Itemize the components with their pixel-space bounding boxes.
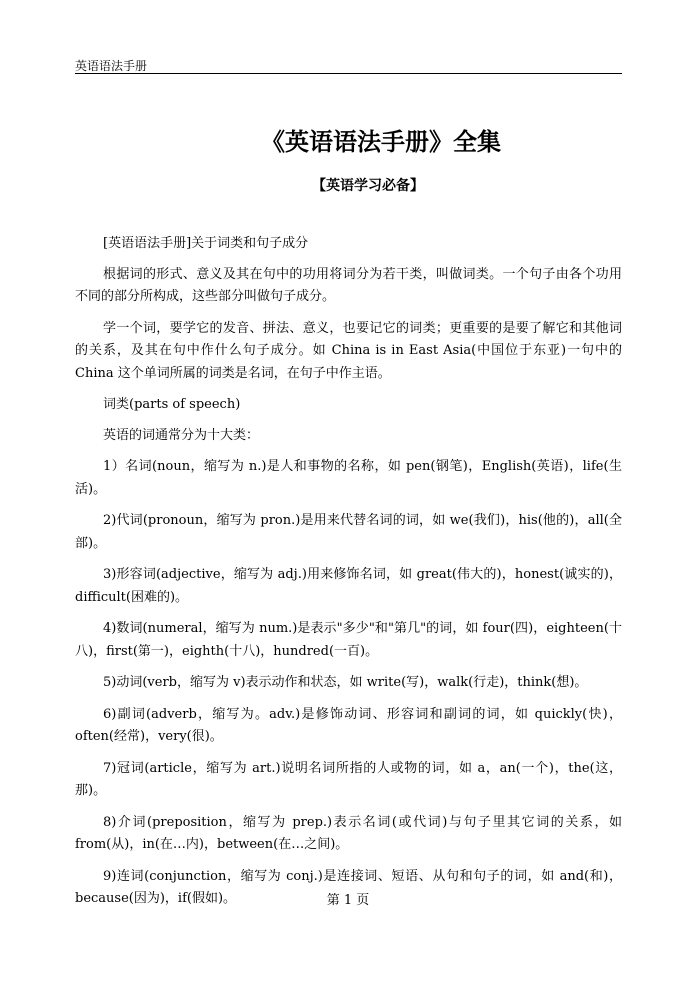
document-subtitle: 【英语学习必备】: [312, 178, 424, 194]
list-item: 9)连词(conjunction，缩写为 conj.)是连接词、短语、从句和句子的词，如 and(和)，because(因为)，if(假如)。: [75, 868, 622, 906]
list-item: 5)动词(verb，缩写为 v)表示动作和状态，如 write(写)，walk(行走)，think(想)。: [103, 675, 588, 690]
list-item: 3)形容词(adjective，缩写为 adj.)用来修饰名词，如 great(伟大的)，honest(诚实的)，difficult(困难的)。: [75, 567, 622, 605]
page-number: 第 1 页: [326, 893, 370, 908]
paragraph: 学一个词，要学它的发音、拼法、意义，也要记它的词类；更重要的是要了解它和其他词的关系，及其在句中作什么句子成分。如 China is in East Asia(中国位于东亚)一句中的 China 这个单词所属的词类是名词，在句子中作主语。: [75, 320, 622, 381]
list-item: 7)冠词(article，缩写为 art.)说明名词所指的人或物的词，如 a，an(一个)，the(这，那)。: [75, 760, 622, 798]
header-divider: [75, 73, 622, 74]
list-item: 2)代词(pronoun，缩写为 pron.)是用来代替名词的词，如 we(我们)，his(他的)，all(全部)。: [75, 513, 622, 551]
section-heading: [英语语法手册]关于词类和句子成分: [103, 236, 309, 251]
document-title: 《英语语法手册》全集: [261, 127, 501, 156]
list-item: 4)数词(numeral，缩写为 num.)是表示"多少"和"第几"的词，如 four(四)，eighteen(十八)，first(第一)，eighth(十八)，hundred(一百)。: [75, 621, 622, 659]
list-item: 1）名词(noun，缩写为 n.)是人和事物的名称，如 pen(钢笔)，English(英语)，life(生活)。: [75, 459, 622, 497]
paragraph: 英语的词通常分为十大类：: [103, 427, 260, 443]
paragraph: 根据词的形式、意义及其在句中的功用将词分为若干类，叫做词类。一个句子由各个功用不同的部分所构成，这些部分叫做句子成分。: [75, 266, 622, 304]
body-content: [75, 233, 622, 920]
list-item: 6)副词(adverb，缩写为。adv.)是修饰动词、形容词和副词的词，如 quickly(快)，often(经常)，very(很)。: [75, 706, 622, 744]
running-header: 英语语法手册: [75, 59, 148, 73]
subheading: 词类(parts of speech): [103, 397, 241, 412]
list-item: 8)介词(preposition，缩写为 prep.)表示名词(或代词)与句子里其它词的关系，如 from(从)，in(在…内)，between(在…之间)。: [75, 814, 622, 852]
